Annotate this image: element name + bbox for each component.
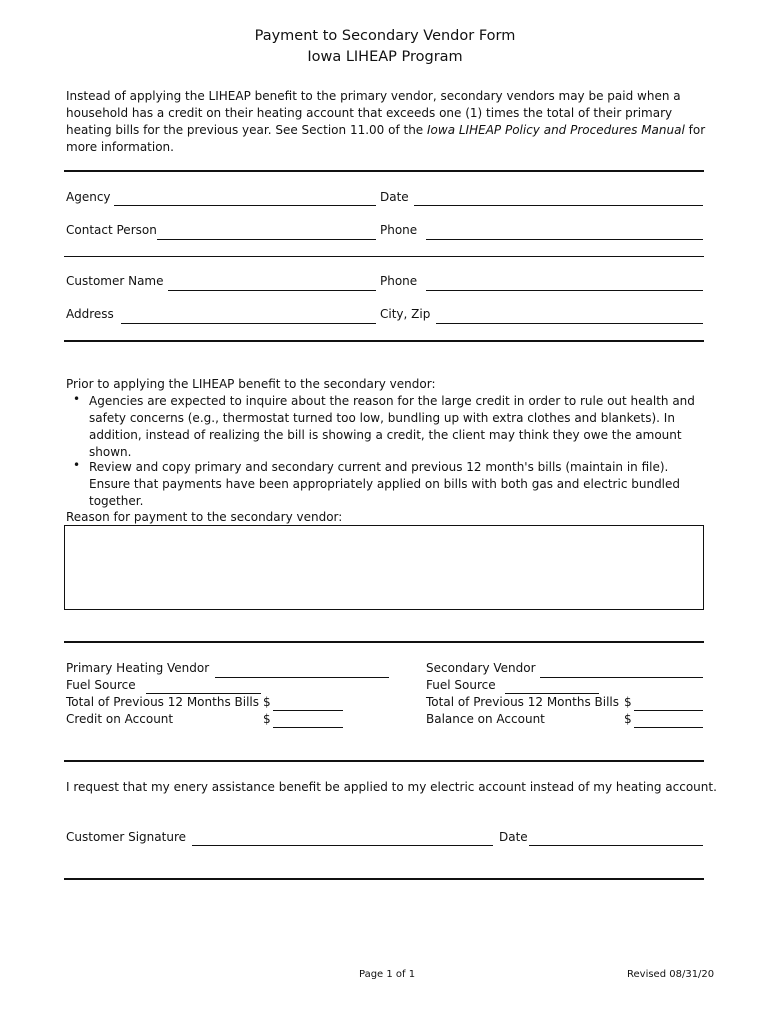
address-label: Address (66, 307, 114, 321)
agency-field[interactable] (114, 205, 376, 206)
dollar-sign: $ (263, 695, 271, 709)
primary-total-label: Total of Previous 12 Months Bills (66, 695, 259, 709)
customer-signature-label: Customer Signature (66, 830, 186, 844)
city-zip-label: City, Zip (380, 307, 431, 321)
secondary-total-field[interactable] (634, 710, 703, 711)
signature-date-field[interactable] (529, 845, 703, 846)
divider (64, 641, 704, 643)
secondary-fuel-field[interactable] (505, 693, 599, 694)
dollar-sign: $ (624, 712, 632, 726)
secondary-vendor-label: Secondary Vendor (426, 661, 536, 675)
primary-vendor-label: Primary Heating Vendor (66, 661, 210, 675)
contact-person-field[interactable] (157, 239, 376, 240)
agency-label: Agency (66, 190, 111, 204)
customer-phone-label: Phone (380, 274, 418, 288)
primary-total-field[interactable] (273, 710, 343, 711)
primary-fuel-label: Fuel Source (66, 678, 136, 692)
guidance-bullet-2: Review and copy primary and secondary current and previous 12 month's bills (maintain in file). Ensure that payments have been appropriately applied on bills with both gas and electric bundled together. (89, 460, 681, 508)
manual-title: Iowa LIHEAP Policy and Procedures Manual (427, 123, 685, 137)
secondary-total-label: Total of Previous 12 Months Bills (426, 695, 619, 709)
balance-on-account-field[interactable] (634, 727, 703, 728)
agency-phone-field[interactable] (426, 239, 703, 240)
guidance-bullet-1: Agencies are expected to inquire about the reason for the large credit in order to rule out health and safety concerns (e.g., thermostat turned too low, bundling up with extra clothes and blankets). In addition, instead of realizing the bill is showing a credit, the client may think they owe the amount shown. (89, 394, 695, 459)
form-title: Payment to Secondary Vendor Form (254, 28, 516, 44)
request-statement: I request that my enery assistance benefit be applied to my electric account instead of my heating account. (66, 780, 717, 794)
date-field[interactable] (414, 205, 703, 206)
customer-phone-field[interactable] (426, 290, 703, 291)
bullet-icon: • (73, 458, 81, 472)
dollar-sign: $ (263, 712, 271, 726)
divider (64, 340, 704, 342)
intro-text-end: for more information. (66, 123, 706, 154)
secondary-fuel-label: Fuel Source (426, 678, 496, 692)
divider (64, 760, 704, 762)
form-subtitle: Iowa LIHEAP Program (307, 49, 463, 65)
divider (64, 878, 704, 880)
reason-label: Reason for payment to the secondary vendor: (66, 510, 343, 524)
primary-fuel-field[interactable] (146, 693, 261, 694)
bullet-icon: • (73, 392, 81, 406)
intro-text: Instead of applying the LIHEAP benefit to the primary vendor, secondary vendors may be paid when a household has a credit on their heating account that exceeds one (1) times the total of their primary heating bills for the previous year. See Section 11.00 of the (66, 89, 681, 137)
credit-on-account-label: Credit on Account (66, 712, 174, 726)
revision-date: Revised 08/31/20 (627, 969, 715, 980)
city-zip-field[interactable] (436, 323, 703, 324)
intro-paragraph (66, 88, 706, 156)
agency-phone-label: Phone (380, 223, 418, 237)
page-number: Page 1 of 1 (359, 969, 416, 980)
credit-on-account-field[interactable] (273, 727, 343, 728)
guidance-intro: Prior to applying the LIHEAP benefit to the secondary vendor: (66, 377, 436, 391)
reason-textbox[interactable] (64, 525, 704, 610)
signature-date-label: Date (499, 830, 528, 844)
divider (64, 256, 704, 257)
date-label: Date (380, 190, 409, 204)
dollar-sign: $ (624, 695, 632, 709)
customer-name-field[interactable] (168, 290, 376, 291)
secondary-vendor-field[interactable] (540, 677, 703, 678)
customer-name-label: Customer Name (66, 274, 164, 288)
address-field[interactable] (121, 323, 376, 324)
divider (64, 170, 704, 172)
primary-vendor-field[interactable] (215, 677, 389, 678)
customer-signature-field[interactable] (192, 845, 493, 846)
contact-person-label: Contact Person (66, 223, 157, 237)
balance-on-account-label: Balance on Account (426, 712, 545, 726)
